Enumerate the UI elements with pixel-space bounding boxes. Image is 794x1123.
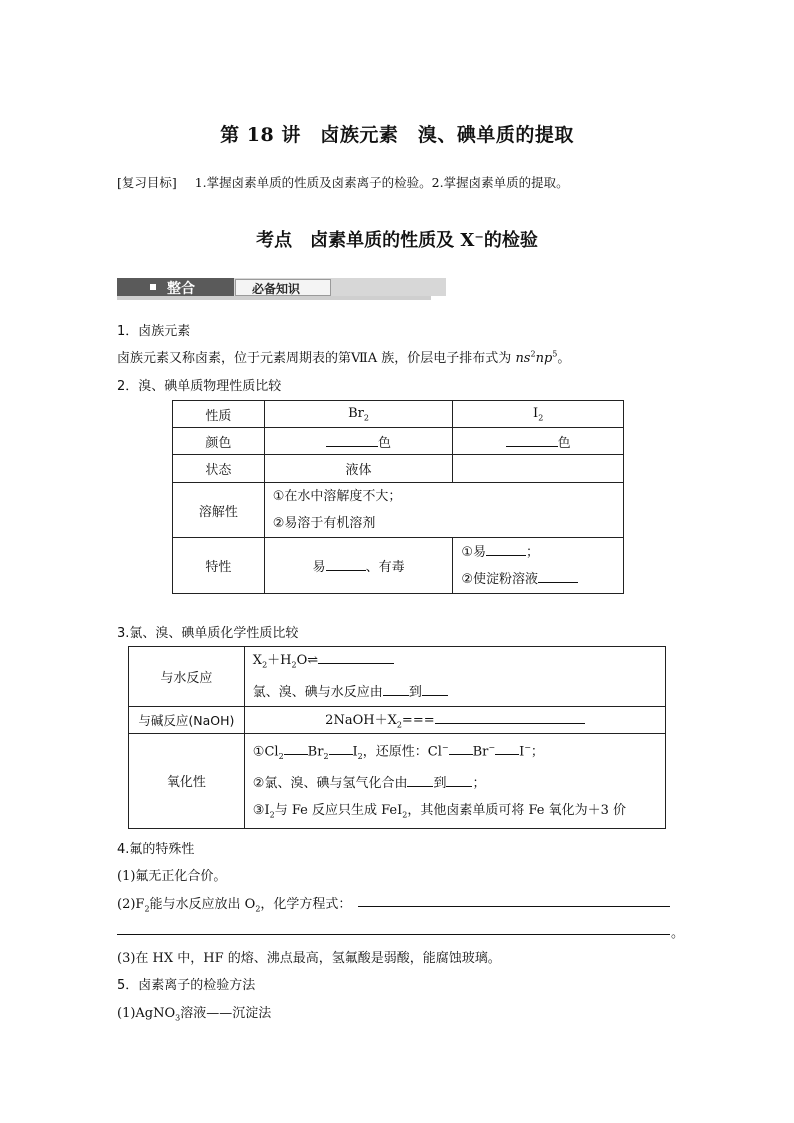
oxidation-label: 氧化性 (129, 733, 245, 829)
table-row (129, 647, 666, 707)
config-ns-sup: 2 (530, 349, 536, 359)
section-4-p2 (117, 893, 351, 914)
header-property: 性质 (173, 401, 265, 428)
ox1-cl: ①Cl (252, 743, 279, 759)
br-subscript: 2 (363, 413, 369, 423)
p2-a: (2)F (117, 897, 145, 912)
fill-blank[interactable] (383, 683, 409, 696)
i-subscript: 2 (538, 413, 544, 423)
ox1-br: Br (307, 743, 324, 759)
ox2-end: ； (472, 775, 486, 791)
fill-blank[interactable] (422, 683, 448, 696)
reversible-arrow-icon: ⇌ (307, 653, 319, 668)
eq-sub: 2 (144, 904, 150, 914)
eq-o: O (296, 653, 308, 668)
minus-sup: − (488, 742, 496, 752)
color-label: 颜色 (173, 428, 265, 455)
feature-i-1a: ①易 (461, 544, 486, 560)
eq-sub: 3 (175, 1013, 181, 1023)
oxidation-cell (244, 733, 665, 829)
section-4-p3: (3)在 HX 中，HF 的熔、沸点最高，氢氟酸是弱酸，能腐蚀玻璃。 (117, 951, 501, 966)
feature-i-line-2 (461, 566, 615, 593)
table-row (173, 483, 624, 538)
table-row (173, 455, 624, 483)
fill-blank[interactable] (446, 774, 472, 787)
water-line-2a: 氯、溴、碘与水反应由 (252, 684, 383, 700)
fill-blank[interactable] (284, 742, 308, 755)
review-goals-label: [复习目标] (117, 175, 177, 190)
ox1-br2: Br (472, 743, 489, 759)
square-bullet-icon (150, 284, 156, 290)
fill-blank[interactable] (435, 711, 585, 724)
chemical-properties-table (128, 646, 666, 829)
config-ns: ns (515, 351, 531, 366)
oxidation-line-2 (253, 770, 657, 797)
eq-sub: 2 (323, 751, 329, 761)
p1-a: (1)AgNO (117, 1006, 176, 1021)
fill-blank[interactable] (326, 434, 378, 447)
feature-br-a: 易 (312, 560, 326, 575)
feature-i-line-1 (461, 539, 615, 566)
i-color-cell (453, 428, 624, 455)
section-title: 考点 卤素单质的性质及 X⁻的检验 (256, 230, 538, 251)
table-row (173, 401, 624, 428)
eq-sub: 2 (278, 751, 284, 761)
section-banner (117, 276, 431, 300)
table-row (173, 428, 624, 455)
i-state-cell (453, 455, 624, 483)
section-1-text (117, 347, 570, 366)
fill-blank[interactable] (329, 742, 353, 755)
fill-blank[interactable] (506, 434, 558, 447)
eq-sub: 2 (402, 810, 408, 820)
br-state: 液体 (264, 455, 453, 483)
base-reaction-label: 与碱反应(NaOH) (129, 706, 245, 733)
config-np-sup: 5 (552, 349, 558, 359)
ox1-end: ； (530, 743, 544, 759)
water-line-2b: 到 (408, 684, 422, 700)
section-4-p1: (1)氟无正化合价。 (117, 869, 227, 884)
water-reaction-cell (244, 647, 665, 707)
header-i2 (453, 401, 624, 428)
solubility-label: 溶解性 (173, 483, 265, 538)
fill-blank[interactable] (318, 651, 394, 664)
br-feature-cell (264, 538, 453, 594)
eq-sub: 2 (269, 810, 275, 820)
ox1-i2: I (519, 743, 525, 759)
eq-sub: 2 (262, 660, 268, 670)
base-eq-a: 2NaOH＋X (325, 713, 397, 729)
br-symbol: Br (348, 405, 364, 421)
ox3-c: ，其他卤素单质可将 Fe 氧化为＋3 价 (407, 802, 626, 818)
i-symbol: I (533, 405, 539, 421)
solubility-line-1: ①在水中溶解度不大； (272, 489, 402, 504)
fill-blank[interactable] (407, 774, 433, 787)
equals-sign: === (401, 713, 435, 729)
section-4-heading: 4.氟的特殊性 (117, 842, 195, 857)
page-title: 第 18 讲 卤族元素 溴、碘单质的提取 (220, 124, 574, 146)
table-row (129, 733, 666, 829)
table-row (173, 538, 624, 594)
feature-br-b: 、有毒 (365, 560, 405, 575)
section-3-heading: 3.氯、溴、碘单质化学性质比较 (117, 626, 299, 641)
color-suffix: 色 (557, 435, 571, 451)
color-suffix: 色 (378, 435, 392, 451)
fill-blank[interactable] (486, 543, 526, 556)
fill-blank[interactable] (495, 742, 519, 755)
review-goals-text: 1.掌握卤素单质的性质及卤素离子的检验。2.掌握卤素单质的提取。 (194, 175, 569, 190)
water-equation (253, 647, 657, 679)
banner-sub-label: 必备知识 (252, 282, 301, 296)
eq-plus-h: ＋H (267, 653, 292, 668)
feature-i-2: ②使淀粉溶液 (461, 571, 538, 587)
water-reaction-label: 与水反应 (129, 647, 245, 707)
ox1-reducing: ，还原性：Cl (362, 743, 442, 759)
eq-sub: 2 (291, 660, 297, 670)
section-1-body: 卤族元素又称卤素，位于元素周期表的第ⅦA 族，价层电子排布式为 (117, 351, 516, 366)
header-br2 (264, 401, 453, 428)
banner-main-label: 整合 (167, 281, 195, 297)
fill-blank[interactable] (326, 558, 366, 571)
eq-sub: 2 (357, 751, 363, 761)
equation-answer-line[interactable] (358, 906, 670, 907)
eq-sub: 2 (396, 720, 402, 730)
table-row (129, 706, 666, 733)
section-4-p2-end: 。 (671, 926, 685, 941)
solubility-cell (264, 483, 623, 538)
p2-c: ，化学方程式： (260, 897, 352, 912)
br-color-cell (264, 428, 453, 455)
section-5-heading: 5．卤素离子的检验方法 (117, 978, 256, 993)
section-1-end: 。 (557, 351, 571, 366)
equation-answer-line-2[interactable] (117, 934, 670, 935)
review-goals (117, 173, 569, 191)
solubility-line-2: ②易溶于有机溶剂 (272, 516, 376, 531)
i-feature-cell (453, 538, 624, 594)
ox2-a: ②氯、溴、碘与氢气化合由 (252, 775, 408, 791)
fill-blank[interactable] (538, 570, 578, 583)
water-line-2 (253, 679, 657, 706)
p2-b: 能与水反应放出 O (149, 897, 256, 912)
eq-sub: 2 (255, 904, 261, 914)
feature-label: 特性 (173, 538, 265, 594)
state-label: 状态 (173, 455, 265, 483)
oxidation-line-1 (253, 734, 657, 770)
ox1-i: I (352, 743, 358, 759)
section-5-p1 (117, 1002, 271, 1023)
p1-b: 溶液——沉淀法 (180, 1006, 272, 1021)
section-1-heading: 1．卤族元素 (117, 324, 191, 339)
section-2-heading: 2．溴、碘单质物理性质比较 (117, 379, 282, 394)
minus-sup: − (441, 742, 449, 752)
base-reaction-cell (244, 706, 665, 733)
feature-i-1b: ； (526, 544, 540, 560)
ox3-a: ③I (252, 802, 270, 818)
ox2-b: 到 (433, 775, 447, 791)
config-np: np (535, 351, 553, 366)
fill-blank[interactable] (449, 742, 473, 755)
ox3-b: 与 Fe 反应只生成 FeI (274, 802, 403, 818)
oxidation-line-3 (253, 797, 657, 829)
eq-x: X (252, 653, 263, 668)
physical-properties-table (172, 400, 624, 594)
minus-sup: − (524, 742, 531, 752)
